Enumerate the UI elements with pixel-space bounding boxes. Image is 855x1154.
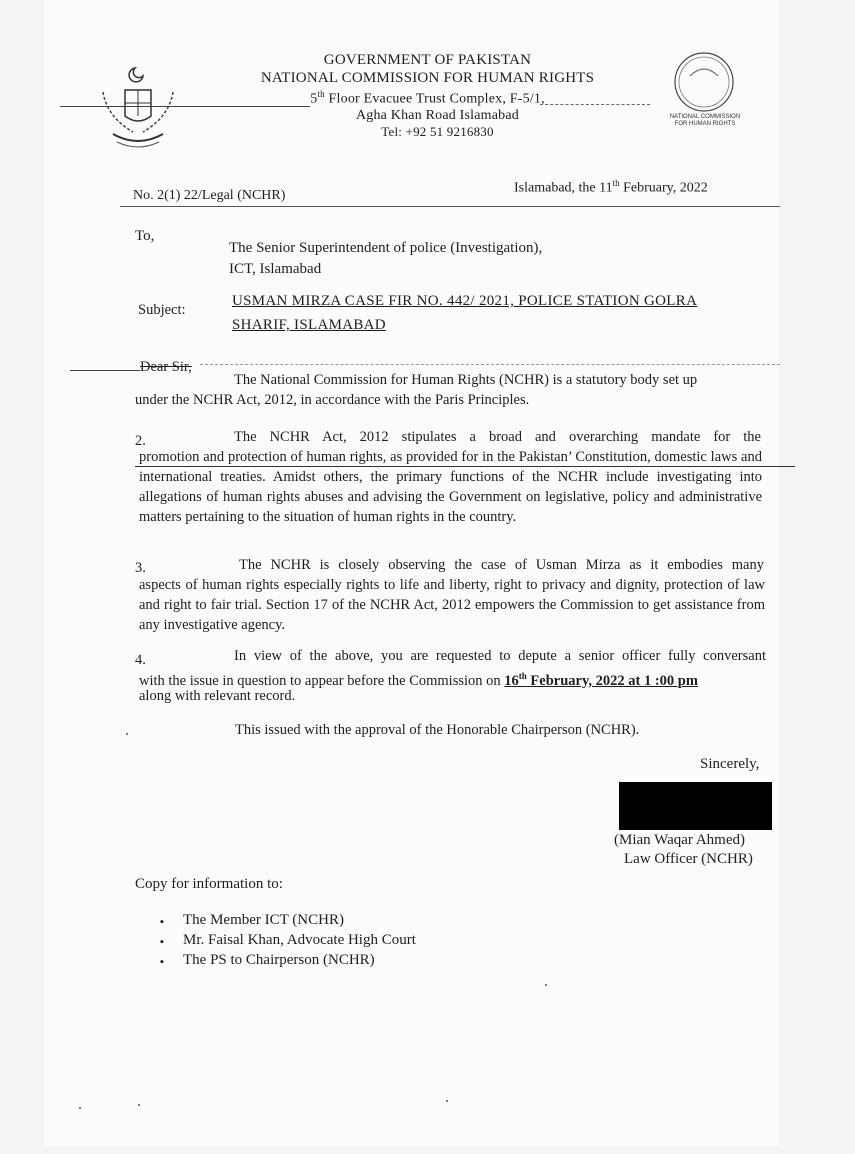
header-commission: NATIONAL COMMISSION FOR HUMAN RIGHTS	[260, 70, 595, 86]
reference-number: No. 2(1) 22/Legal (NCHR)	[133, 188, 286, 203]
bullet-icon: ▪	[160, 956, 164, 968]
paragraph-3-line-1: The NCHR is closely observing the case of Usman Mirza as it embodies many	[239, 557, 764, 573]
scan-speck	[126, 733, 128, 735]
paragraph-4-line-2: with the issue in question to appear before the Commission on 16th February, 2022 at 1 :00 pm	[139, 671, 698, 689]
subject-line-1: USMAN MIRZA CASE FIR NO. 442/ 2021, POLICE STATION GOLRA	[232, 293, 698, 309]
header-address-2: Agha Khan Road Islamabad	[355, 108, 520, 123]
scan-speck	[446, 1100, 448, 1102]
appearance-date: 16th February, 2022 at 1 :00 pm	[504, 671, 698, 689]
paragraph-3-number: 3.	[135, 560, 146, 576]
salutation-rule-left	[70, 370, 140, 371]
header-telephone: Tel: +92 51 9216830	[381, 124, 494, 139]
copy-label: Copy for information to:	[135, 876, 283, 892]
paragraph-1-line-2: under the NCHR Act, 2012, in accordance with the Paris Principles.	[135, 392, 530, 408]
sincerely: Sincerely,	[700, 756, 760, 772]
salutation-rule-right	[200, 364, 780, 365]
bullet-icon: ▪	[160, 916, 164, 928]
subject-line-2: SHARIF, ISLAMABAD	[232, 317, 386, 333]
paragraph-2-number: 2.	[135, 433, 146, 449]
nchr-logo-caption: NATIONAL COMMISSION FOR HUMAN RIGHTS	[669, 114, 741, 127]
signatory-title: Law Officer (NCHR)	[624, 851, 753, 867]
paragraph-4-line-3: along with relevant record.	[139, 688, 296, 704]
letter-date: Islamabad, the 11th February, 2022	[514, 178, 708, 196]
paragraph-2-body: promotion and protection of human rights, as provided for in the Pakistan’ Constitution, domestic laws and international treaties. Amidst others, the primary functions of the NCHR include investigating into allegations of human rights abuses and advising the Government on legislative, policy and administrative matters pertaining to the situation of human rights in the country.	[139, 449, 762, 525]
subject-label: Subject:	[138, 302, 186, 318]
scan-speck	[545, 984, 547, 986]
scan-speck	[79, 1107, 81, 1109]
paragraph-2-line-1: The NCHR Act, 2012 stipulates a broad and overarching mandate for the	[234, 429, 761, 445]
paragraph-1-line-1: The National Commission for Human Rights (NCHR) is a statutory body set up	[234, 372, 698, 388]
header-government: GOVERNMENT OF PAKISTAN	[323, 52, 532, 68]
approval-line: This issued with the approval of the Honorable Chairperson (NCHR).	[235, 722, 640, 738]
paragraph-4-number: 4.	[135, 652, 146, 668]
addressee-line-2: ICT, Islamabad	[229, 261, 322, 277]
bullet-icon: ▪	[160, 936, 164, 948]
paragraph-2-rule	[135, 466, 795, 467]
redacted-signature	[619, 782, 772, 830]
scan-speck	[138, 1104, 140, 1106]
header-address-1: 5th Floor Evacuee Trust Complex, F-5/1,	[310, 89, 545, 107]
paragraph-3-body: aspects of human rights especially rights to life and liberty, right to privacy and dignity, protection of law and right to fair trial. Section 17 of the NCHR Act, 2012 empowers the Commission to get assistance from any investigative agency.	[139, 577, 765, 633]
copy-item: The Member ICT (NCHR)	[183, 912, 344, 928]
paragraph-4-line-1: In view of the above, you are requested to depute a senior officer fully conversant	[234, 648, 766, 664]
copy-item: Mr. Faisal Khan, Advocate High Court	[183, 932, 416, 948]
copy-item: The PS to Chairperson (NCHR)	[183, 952, 375, 968]
addressee-line-1: The Senior Superintendent of police (Investigation),	[229, 240, 543, 256]
header-divider	[120, 206, 780, 207]
to-label: To,	[135, 228, 155, 244]
salutation: Dear Sir,	[140, 359, 192, 375]
header-rule-left	[60, 106, 310, 107]
header-rule-right	[540, 104, 650, 105]
signatory-name: (Mian Waqar Ahmed)	[614, 832, 745, 848]
